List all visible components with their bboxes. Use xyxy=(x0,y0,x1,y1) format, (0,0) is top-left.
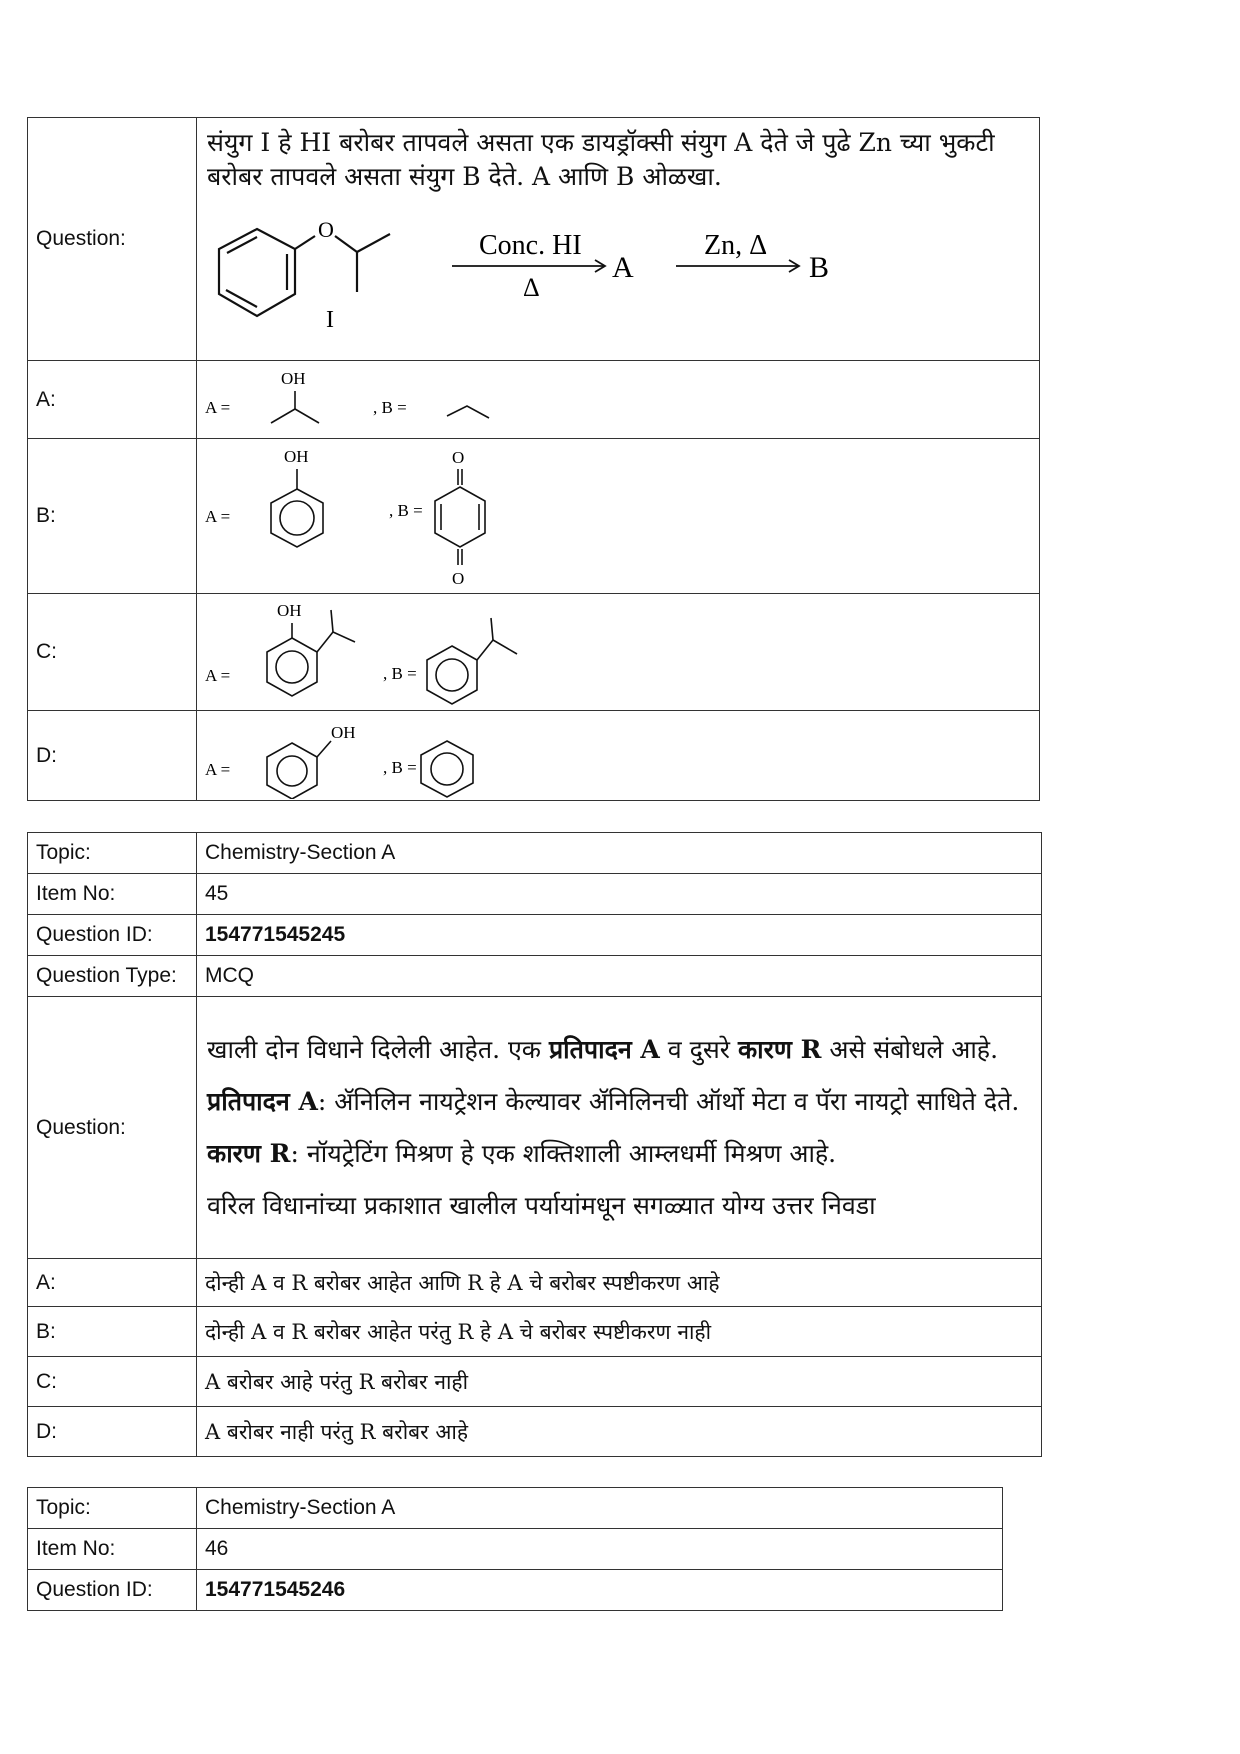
option-b-text-45: दोन्ही A व R बरोबर आहेत परंतु R हे A चे बरोबर स्पष्टीकरण नाही xyxy=(197,1307,1042,1357)
question-label: Question: xyxy=(28,118,197,361)
question-type-label: Question Type: xyxy=(28,956,197,997)
option-c-text-45: A बरोबर आहे परंतु R बरोबर नाही xyxy=(197,1357,1042,1407)
question-id-value-46: 154771545246 xyxy=(197,1570,1003,1611)
option-a-label-45: A: xyxy=(28,1259,197,1307)
question-text: संयुग I हे HI बरोबर तापवले असता एक डायड्रॉक्सी संयुग A देते जे पुढे Zn च्या भुकटी बरोबर तापवले असता संयुग B देते. A आणि B ओळखा. xyxy=(207,128,995,191)
heat1-label: Δ xyxy=(523,273,540,302)
product-a-label: A xyxy=(612,251,634,284)
intro-assertion: प्रतिपादन A xyxy=(548,1034,660,1064)
isopropoxybenzene-structure xyxy=(219,229,390,316)
benzene-structure xyxy=(421,741,473,797)
option-b-o-bottom: O xyxy=(452,568,465,588)
option-b-structures xyxy=(197,441,537,592)
reagent1-label: Conc. HI xyxy=(479,230,582,261)
question-table-46 xyxy=(27,1487,1003,1611)
option-b-label-45: B: xyxy=(28,1307,197,1357)
option-d-a-eq: A = xyxy=(205,759,231,779)
propene-structure xyxy=(447,406,489,418)
benzoquinone-structure xyxy=(435,469,485,565)
isopropanol-structure xyxy=(271,391,319,423)
item-no-value-46: 46 xyxy=(197,1529,1003,1570)
reagent2-label: Zn, Δ xyxy=(704,230,768,261)
option-a-b-eq: , B = xyxy=(373,397,407,417)
option-d-text-45: A बरोबर नाही परंतु R बरोबर आहे xyxy=(197,1407,1042,1457)
reaction-scheme xyxy=(207,194,1047,334)
product-b-label: B xyxy=(809,251,830,284)
question-cell-45 xyxy=(197,997,1042,1259)
isopropylphenol-structure xyxy=(267,610,355,696)
option-d-label-45: D: xyxy=(28,1407,197,1457)
option-b-o-top: O xyxy=(452,447,465,467)
assertion-heading: प्रतिपादन A xyxy=(207,1086,318,1116)
question-intro xyxy=(207,1033,1031,1067)
option-a-label: A: xyxy=(28,361,197,439)
intro-text-3: असे संबोधले आहे. xyxy=(821,1034,999,1064)
compound-label: I xyxy=(326,307,334,333)
option-b-b-eq: , B = xyxy=(389,500,423,520)
topic-value-46: Chemistry-Section A xyxy=(197,1488,1003,1529)
option-a-oh: OH xyxy=(281,368,306,388)
option-d-cell xyxy=(197,711,1040,801)
option-d-b-eq: , B = xyxy=(383,757,417,777)
option-b-a-eq: A = xyxy=(205,506,231,526)
option-c-cell xyxy=(197,594,1040,711)
cumene-structure xyxy=(427,618,517,704)
item-no-label: Item No: xyxy=(28,874,197,915)
option-a-structures xyxy=(197,363,517,437)
reason-statement xyxy=(207,1137,1031,1171)
item-no-label-46: Item No: xyxy=(28,1529,197,1570)
question-table-45 xyxy=(27,832,1042,1457)
question-id-label: Question ID: xyxy=(28,915,197,956)
reason-text: : नॉयट्रेटिंग मिश्रण हे एक शक्तिशाली आम्लधर्मी मिश्रण आहे. xyxy=(290,1138,837,1168)
oxygen-label: O xyxy=(318,217,334,242)
assertion-text: : ॲनिलिन नायट्रेशन केल्यावर ॲनिलिनची ऑर्थो मेटा व पॅरा नायट्रो साधिते देते. xyxy=(317,1086,1020,1116)
phenol-structure-d xyxy=(267,741,331,799)
option-d-structures xyxy=(197,713,537,799)
option-a-text-45: दोन्ही A व R बरोबर आहेत आणि R हे A चे बरोबर स्पष्टीकरण आहे xyxy=(197,1259,1042,1307)
intro-text-1: खाली दोन विधाने दिलेली आहेत. एक xyxy=(207,1034,549,1064)
assertion-statement xyxy=(207,1085,1031,1119)
phenol-structure xyxy=(271,469,323,547)
instruction-text: वरिल विधानांच्या प्रकाशात खालील पर्यायांमधून सगळ्यात योग्य उत्तर निवडा xyxy=(207,1190,876,1220)
option-c-oh: OH xyxy=(277,600,302,620)
option-c-label-45: C: xyxy=(28,1357,197,1407)
option-a-a-eq: A = xyxy=(205,397,231,417)
option-b-label: B: xyxy=(28,439,197,594)
question-label-45: Question: xyxy=(28,997,197,1259)
option-d-oh: OH xyxy=(331,722,356,742)
intro-text-2: व दुसरे xyxy=(659,1034,738,1064)
option-b-oh: OH xyxy=(284,446,309,466)
option-c-b-eq: , B = xyxy=(383,663,417,683)
option-c-structures xyxy=(197,596,557,709)
option-b-cell xyxy=(197,439,1040,594)
option-c-label: C: xyxy=(28,594,197,711)
question-table-44 xyxy=(27,117,1040,801)
topic-label-46: Topic: xyxy=(28,1488,197,1529)
option-c-a-eq: A = xyxy=(205,665,231,685)
question-cell xyxy=(197,118,1040,361)
question-id-label-46: Question ID: xyxy=(28,1570,197,1611)
topic-label: Topic: xyxy=(28,833,197,874)
option-a-cell xyxy=(197,361,1040,439)
option-d-label: D: xyxy=(28,711,197,801)
topic-value: Chemistry-Section A xyxy=(197,833,1042,874)
reason-heading: कारण R xyxy=(207,1138,291,1168)
question-type-value: MCQ xyxy=(197,956,1042,997)
item-no-value: 45 xyxy=(197,874,1042,915)
question-id-value: 154771545245 xyxy=(197,915,1042,956)
intro-reason: कारण R xyxy=(737,1034,822,1064)
